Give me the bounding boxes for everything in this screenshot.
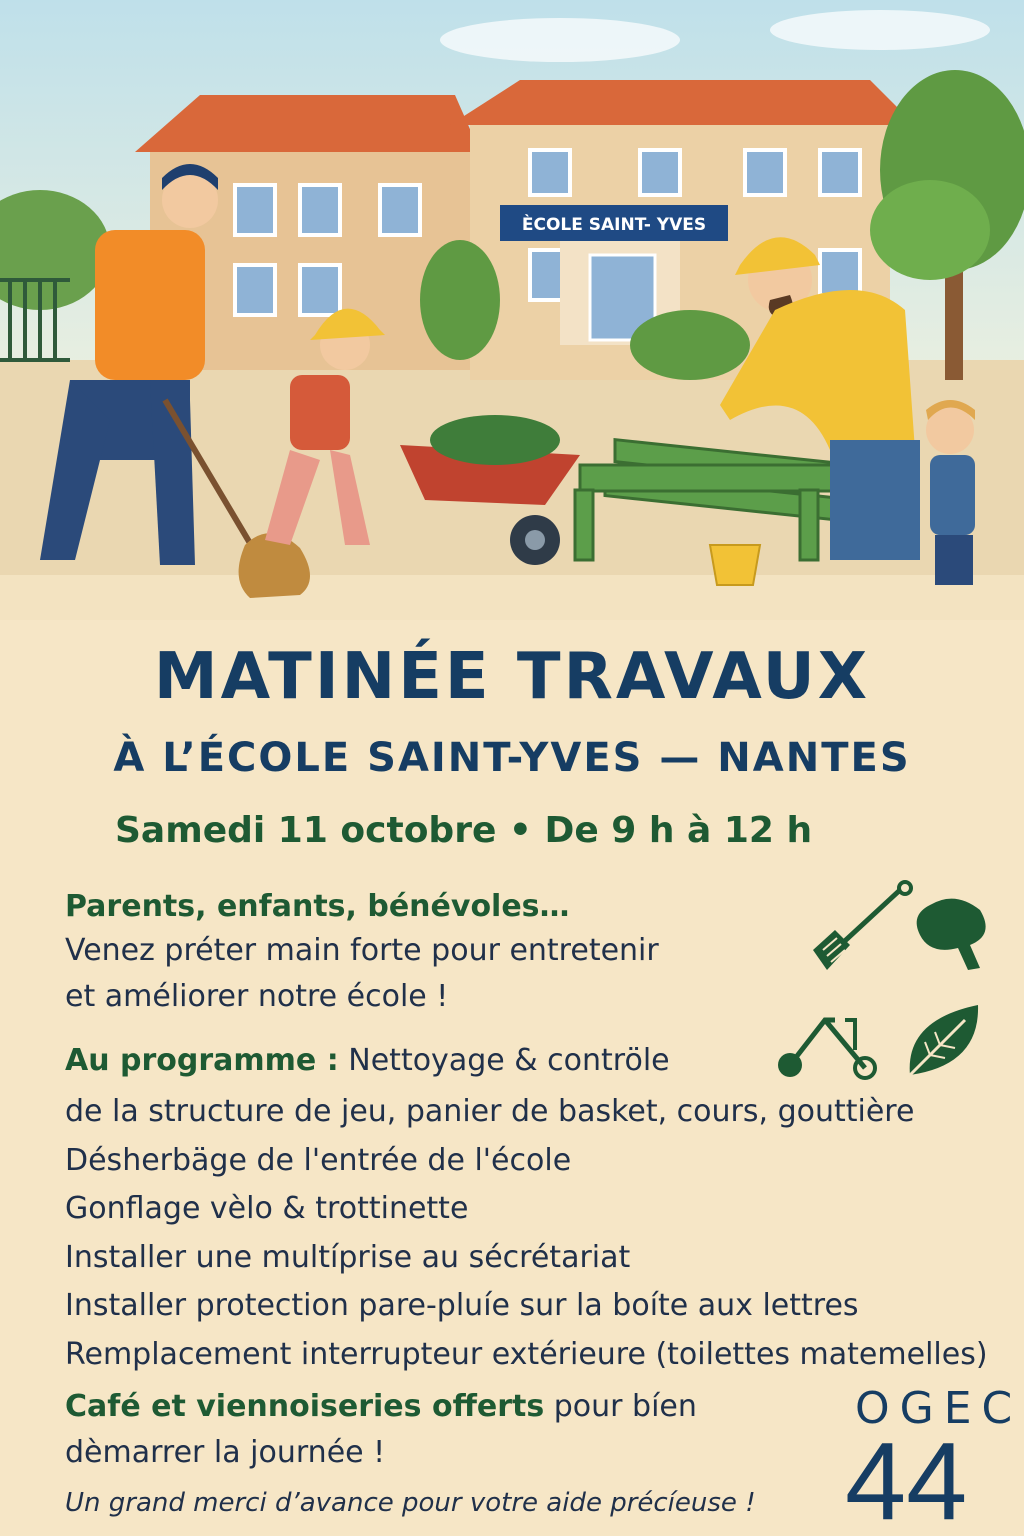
list-item: Installer une multíprise au sécrétariat — [65, 1239, 631, 1275]
programme-list — [65, 1088, 988, 1379]
leaf-icon — [900, 1000, 985, 1085]
page-subtitle: À L’ÉCOLE SAINT-YVES — NANTES — [113, 735, 911, 781]
plant-icon — [910, 890, 995, 975]
intro-text — [65, 928, 659, 1020]
school-work-illustration — [0, 0, 1024, 620]
ogec-logo-name: OGEC — [855, 1383, 1023, 1434]
programme-heading — [65, 1038, 670, 1084]
scooter-icon — [775, 1010, 885, 1085]
page-title: MATINÉE TRAVAUX — [153, 640, 871, 714]
programme-first-item: Nettoyage & contröle — [348, 1043, 670, 1078]
school-sign: ÈCOLE SAINT- YVES — [521, 215, 707, 235]
thanks-text: Un grand merci d’avance pour votre aide précíeuse ! — [65, 1488, 756, 1518]
cafe-line-2: dèmarrer la journée ! — [65, 1435, 386, 1470]
rake-icon — [805, 880, 915, 980]
programme-label: Au programme : — [65, 1043, 339, 1078]
intro-line-2: et améliorer notre école ! — [65, 979, 449, 1014]
ogec-logo-number: 44 — [845, 1420, 968, 1536]
list-item: de la structure de jeu, panier de basket, cours, gouttière — [65, 1094, 915, 1129]
list-item: Remplacement interrupteur extérieure (toilettes matemelles) — [65, 1336, 988, 1372]
intro-lead: Parents, enfants, bénévoles… — [65, 889, 570, 924]
list-item: Désherbäge de l'entrée de l'école — [65, 1142, 572, 1178]
cafe-text — [65, 1384, 697, 1476]
cafe-rest: pour bíen — [553, 1389, 697, 1424]
event-date: Samedi 11 octobre • De 9 h à 12 h — [115, 810, 813, 851]
list-item: Gonflage vèlo & trottinette — [65, 1191, 469, 1226]
intro-line-1: Venez préter main forte pour entretenir — [65, 933, 659, 968]
list-item: Installer protection pare-pluíe sur la boíte aux lettres — [65, 1288, 859, 1323]
cafe-bold: Café et viennoiseries offerts — [65, 1389, 545, 1424]
